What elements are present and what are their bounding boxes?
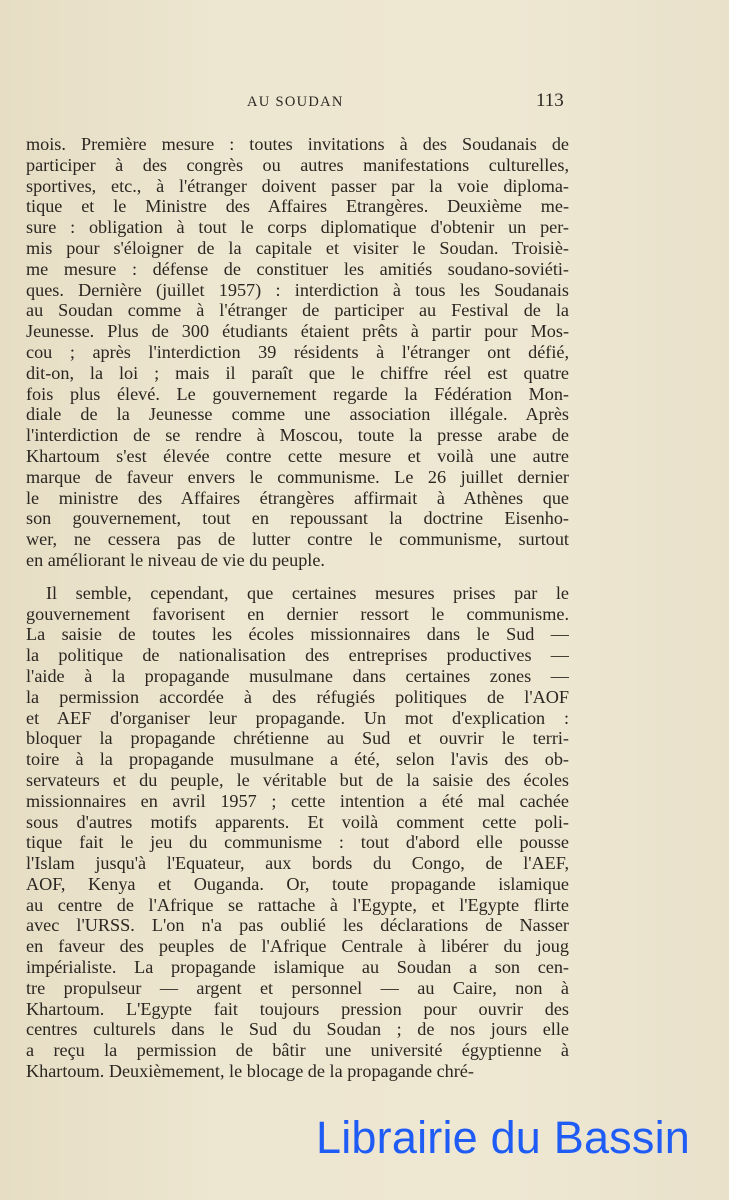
text-line: Khartoum. L'Egypte fait toujours pression pour ouvrir des [26,998,569,1019]
text-line: bloquer la propagande chrétienne au Sud et ouvrir le terri- [26,728,569,749]
text-line: La saisie de toutes les écoles missionnaires dans le Sud — [26,624,569,645]
text-line: gouvernement favorisent en dernier ressort le communisme. [26,603,569,624]
text-line: l'aide à la propagande musulmane dans certaines zones — [26,665,569,686]
text-line: et AEF d'organiser leur propagande. Un mot d'explication : [26,707,569,728]
text-line: l'interdiction de se rendre à Moscou, toute la presse arabe de [26,425,569,446]
text-line: au centre de l'Afrique se rattache à l'Egypte, et l'Egypte flirte [26,894,569,915]
text-line: a reçu la permission de bâtir une université égyptienne à [26,1040,569,1061]
text-line: fois plus élevé. Le gouvernement regarde la Fédération Mon- [26,383,569,404]
text-line: tre propulseur — argent et personnel — au Caire, non à [26,977,569,998]
text-line: Khartoum. Deuxièmement, le blocage de la propagande chré- [26,1061,474,1082]
text-line: son gouvernement, tout en repoussant la doctrine Eisenho- [26,508,569,529]
text-line: sous d'autres motifs apparents. Et voilà comment cette poli- [26,811,569,832]
text-line: avec l'URSS. L'on n'a pas oublié les déclarations de Nasser [26,915,569,936]
text-line: centres culturels dans le Sud du Soudan ; de nos jours elle [26,1019,569,1040]
text-line: la permission accordée à des réfugiés politiques de l'AOF [26,686,569,707]
text-line: Khartoum s'est élevée contre cette mesure et voilà une autre [26,445,569,466]
text-line: participer à des congrès ou autres manifestations culturelles, [26,154,569,175]
text-line: impérialiste. La propagande islamique au Soudan a son cen- [26,957,569,978]
text-line: sportives, etc., à l'étranger doivent passer par la voie diploma- [26,175,569,196]
text-line: cou ; après l'interdiction 39 résidents à l'étranger ont défié, [26,341,569,362]
text-line: au Soudan comme à l'étranger de participer au Festival de la [26,300,569,321]
text-line: tique fait le jeu du communisme : tout d'abord elle pousse [26,832,569,853]
text-line: AOF, Kenya et Ouganda. Or, toute propagande islamique [26,873,569,894]
text-line: en améliorant le niveau de vie du peuple. [26,549,325,570]
text-line: dit-on, la loi ; mais il paraît que le chiffre réel est quatre [26,362,569,383]
text-line: mis pour s'éloigner de la capitale et visiter le Soudan. Troisiè- [26,237,569,258]
text-line: servateurs et du peuple, le véritable but de la saisie des écoles [26,769,569,790]
body-text [26,134,569,1082]
text-line: en faveur des peuples de l'Afrique Centrale à libérer du joug [26,936,569,957]
running-head: AU SOUDAN [247,94,344,110]
text-line: la politique de nationalisation des entreprises productives — [26,645,569,666]
text-line: sure : obligation à tout le corps diplomatique d'obtenir un per- [26,217,569,238]
watermark: Librairie du Bassin [316,1112,690,1163]
text-line: marque de faveur envers le communisme. Le 26 juillet dernier [26,466,569,487]
text-line: Il semble, cependant, que certaines mesures prises par le [46,582,569,603]
text-line: mois. Première mesure : toutes invitations à des Soudanais de [26,134,569,154]
page-number: 113 [536,90,564,111]
text-line: l'Islam jusqu'à l'Equateur, aux bords du Congo, de l'AEF, [26,853,569,874]
paragraph [26,583,569,1082]
text-line: diale de la Jeunesse comme une association illégale. Après [26,404,569,425]
text-line: me mesure : défense de constituer les amitiés soudano-soviéti- [26,258,569,279]
text-line: le ministre des Affaires étrangères affirmait à Athènes que [26,487,569,508]
text-line: Jeunesse. Plus de 300 étudiants étaient prêts à partir pour Mos- [26,321,569,342]
text-line: ques. Dernière (juillet 1957) : interdiction à tous les Soudanais [26,279,569,300]
text-line: tique et le Ministre des Affaires Etrangères. Deuxième me- [26,196,569,217]
page-header [0,90,729,114]
paragraph [26,134,569,571]
text-line: toire à la propagande musulmane a été, selon l'avis des ob- [26,749,569,770]
text-line: wer, ne cessera pas de lutter contre le communisme, surtout [26,529,569,550]
text-line: missionnaires en avril 1957 ; cette intention a été mal cachée [26,790,569,811]
